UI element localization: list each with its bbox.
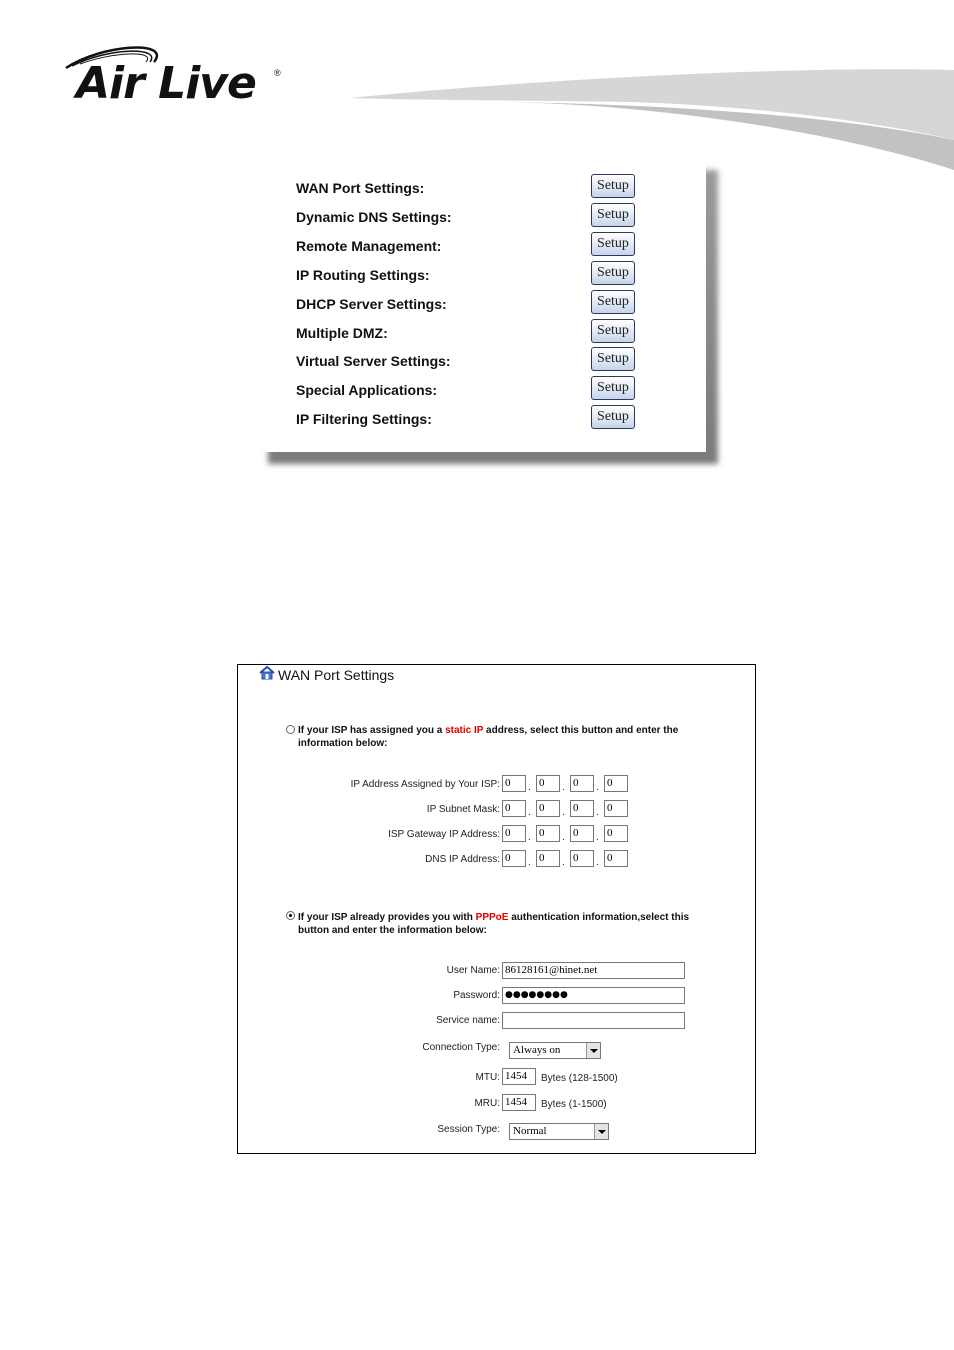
menu-row: [296, 319, 676, 347]
ip-octet-input[interactable]: 0: [604, 850, 628, 867]
static-field-label: IP Subnet Mask:: [426, 804, 500, 815]
setup-button[interactable]: Setup: [591, 261, 635, 285]
menu-item-label: IP Routing Settings:: [296, 266, 430, 283]
password-label: Password:: [453, 990, 500, 1001]
user-name-input[interactable]: 86128161@hinet.net: [502, 962, 685, 979]
static-field-label: ISP Gateway IP Address:: [388, 829, 500, 840]
pppoe-highlight: PPPoE: [475, 912, 509, 923]
octet-separator: .: [528, 807, 531, 818]
mru-label: MRU:: [474, 1098, 500, 1109]
menu-item-label: Special Applications:: [296, 382, 438, 399]
setup-button[interactable]: Setup: [591, 376, 635, 400]
static-ip-highlight: static IP: [445, 725, 484, 736]
octet-separator: .: [562, 807, 565, 818]
setup-button[interactable]: Setup: [591, 347, 635, 371]
octet-separator: .: [528, 857, 531, 868]
setup-button[interactable]: Setup: [591, 232, 635, 256]
home-icon: [258, 665, 276, 681]
octet-separator: .: [596, 832, 599, 843]
session-type-label: Session Type:: [437, 1124, 500, 1135]
setup-button[interactable]: Setup: [591, 290, 635, 314]
ip-octet-input[interactable]: 0: [502, 850, 526, 867]
mru-unit: Bytes (1-1500): [541, 1099, 607, 1110]
mtu-input[interactable]: 1454: [502, 1068, 536, 1085]
ip-octet-input[interactable]: 0: [536, 800, 560, 817]
ip-octet-input[interactable]: 0: [604, 800, 628, 817]
ip-octet-input[interactable]: 0: [536, 825, 560, 842]
connection-type-label: Connection Type:: [422, 1042, 500, 1053]
mtu-label: MTU:: [475, 1072, 500, 1083]
static-ip-description: If your ISP has assigned you a static IP address, select this button and enter the information below:: [298, 725, 679, 749]
connection-type-select[interactable]: [509, 1042, 601, 1059]
menu-item-label: WAN Port Settings:: [296, 180, 425, 196]
pppoe-radio[interactable]: [286, 911, 295, 920]
ip-octet-input[interactable]: 0: [570, 775, 594, 792]
menu-item-label: Remote Management:: [296, 237, 442, 254]
session-type-value: Normal: [513, 1125, 547, 1137]
chevron-down-icon[interactable]: [586, 1043, 600, 1058]
connection-type-value: Always on: [513, 1044, 561, 1056]
wan-port-settings-panel: [237, 664, 756, 1154]
session-type-select[interactable]: [509, 1123, 609, 1140]
ip-octet-input[interactable]: 0: [570, 850, 594, 867]
ip-octet-input[interactable]: 0: [536, 775, 560, 792]
ip-octet-input[interactable]: 0: [604, 825, 628, 842]
octet-separator: .: [596, 782, 599, 793]
menu-item-label: IP Filtering Settings:: [296, 411, 432, 428]
octet-separator: .: [596, 807, 599, 818]
menu-row: [296, 232, 676, 260]
menu-item-label: Dynamic DNS Settings:: [296, 208, 452, 225]
ip-octet-input[interactable]: 0: [570, 825, 594, 842]
octet-separator: .: [528, 832, 531, 843]
menu-row: [296, 405, 676, 433]
setup-button[interactable]: Setup: [591, 203, 635, 227]
logo-wordmark: Air Live: [76, 58, 256, 109]
airlive-logo: [62, 40, 292, 110]
service-name-input[interactable]: [502, 1012, 685, 1029]
octet-separator: .: [562, 782, 565, 793]
menu-row: [296, 290, 676, 318]
octet-separator: .: [596, 857, 599, 868]
user-name-label: User Name:: [446, 965, 500, 976]
menu-row: [296, 347, 676, 375]
service-name-label: Service name:: [436, 1015, 500, 1026]
password-input[interactable]: ●●●●●●●●: [502, 987, 685, 1004]
pppoe-description: If your ISP already provides you with PPPoE authentication information,select this button and enter the information below:: [298, 912, 690, 936]
mru-input[interactable]: 1454: [502, 1094, 536, 1111]
setup-button[interactable]: Setup: [591, 405, 635, 429]
static-field-label: IP Address Assigned by Your ISP:: [350, 779, 500, 790]
menu-row: [296, 261, 676, 289]
static-field-label: DNS IP Address:: [425, 854, 500, 865]
octet-separator: .: [562, 832, 565, 843]
ip-octet-input[interactable]: 0: [536, 850, 560, 867]
menu-item-label: DHCP Server Settings:: [296, 295, 447, 312]
octet-separator: .: [562, 857, 565, 868]
setup-menu-panel: [262, 164, 706, 452]
menu-item-label: Multiple DMZ:: [296, 324, 388, 341]
ip-octet-input[interactable]: 0: [502, 800, 526, 817]
setup-button[interactable]: Setup: [591, 319, 635, 343]
ip-octet-input[interactable]: 0: [502, 825, 526, 842]
mtu-unit: Bytes (128-1500): [541, 1073, 618, 1084]
page-title: WAN Port Settings: [278, 667, 395, 683]
static-ip-radio[interactable]: [286, 725, 295, 734]
menu-row: [296, 203, 676, 231]
ip-octet-input[interactable]: 0: [502, 775, 526, 792]
ip-octet-input[interactable]: 0: [604, 775, 628, 792]
menu-item-label: Virtual Server Settings:: [296, 353, 451, 370]
octet-separator: .: [528, 782, 531, 793]
setup-button[interactable]: Setup: [591, 174, 635, 198]
registered-mark: ®: [274, 68, 281, 78]
menu-row: [296, 174, 676, 202]
chevron-down-icon[interactable]: [594, 1124, 608, 1139]
header-wave-decoration: [350, 60, 954, 180]
menu-row: [296, 376, 676, 404]
ip-octet-input[interactable]: 0: [570, 800, 594, 817]
